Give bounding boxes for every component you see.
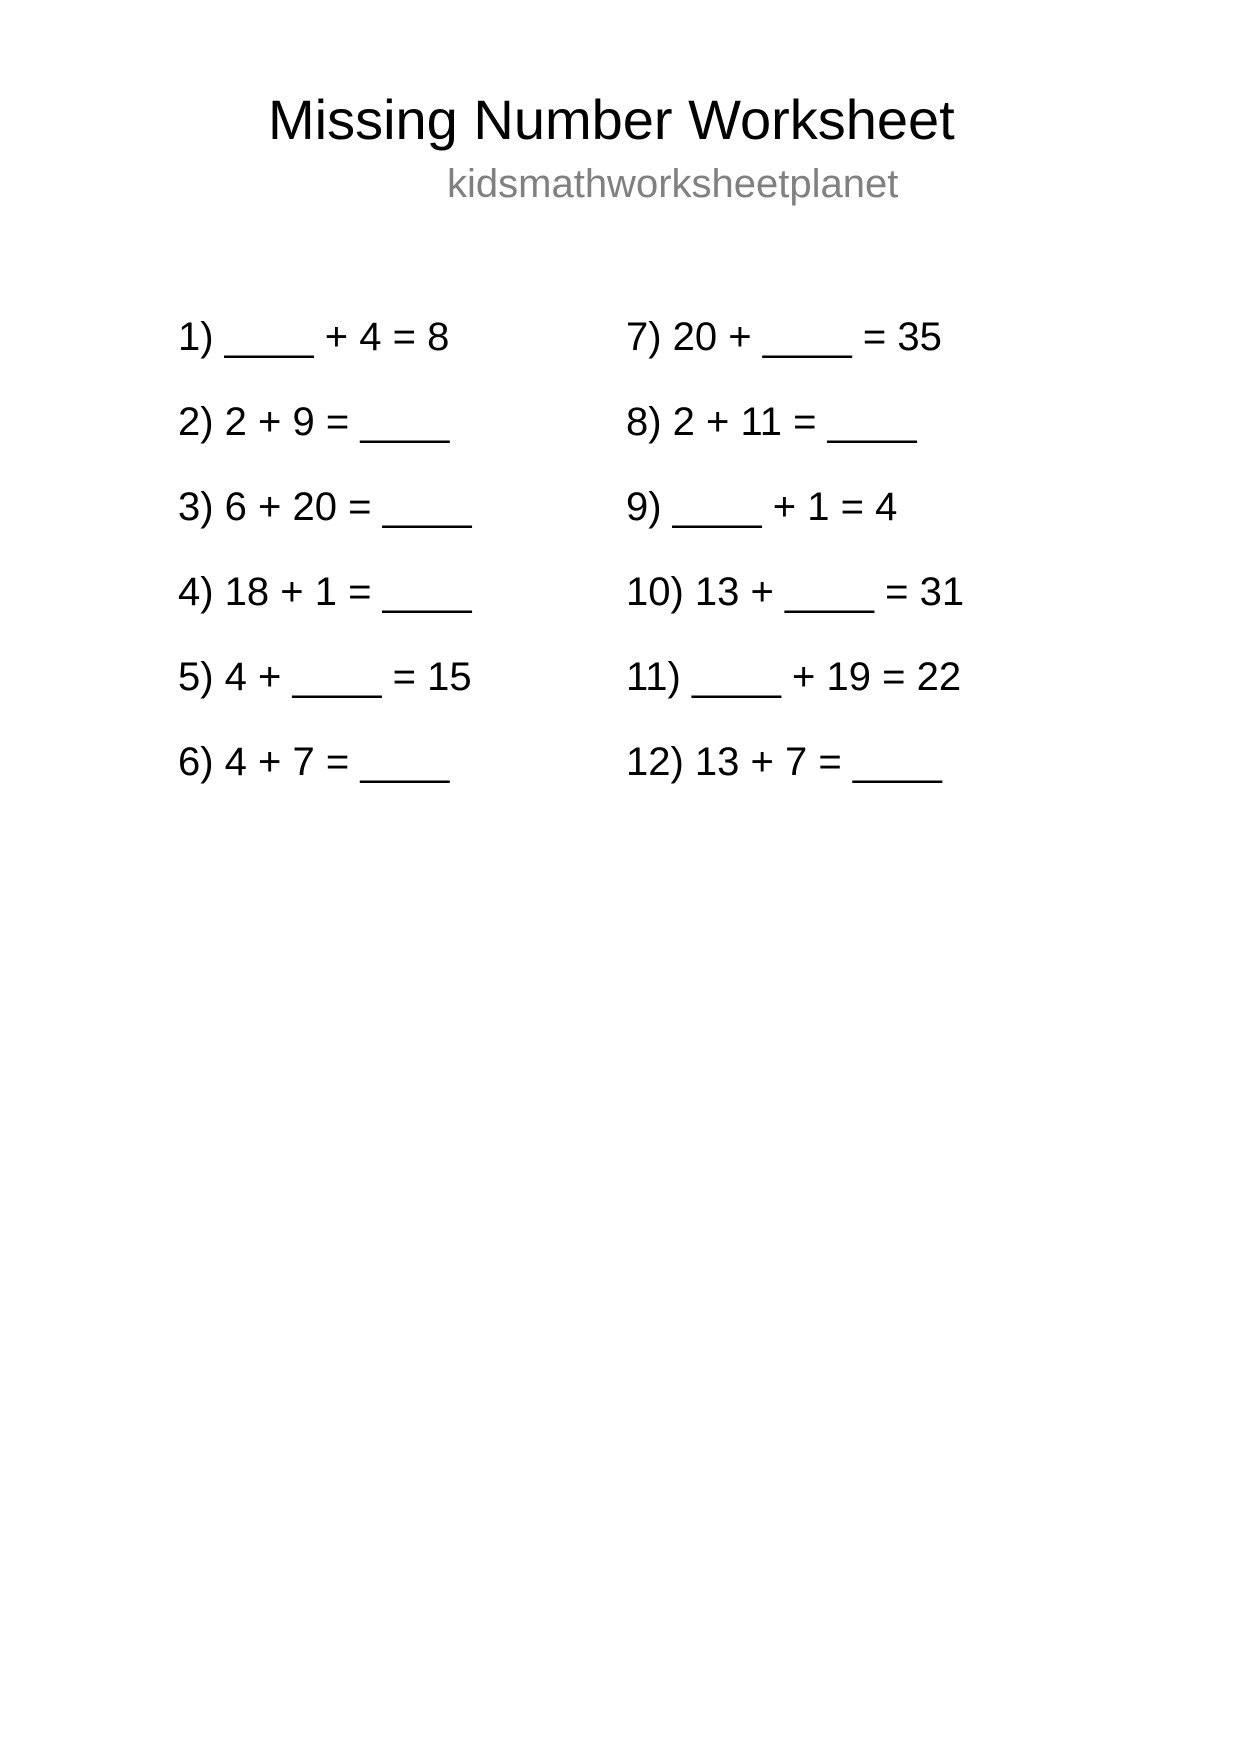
problem-10: 10) 13 + ____ = 31: [626, 570, 965, 614]
problem-9: 9) ____ + 1 = 4: [626, 485, 898, 529]
problem-2: 2) 2 + 9 = ____: [178, 400, 450, 444]
problems-left-column: [178, 312, 472, 822]
worksheet-title: Missing Number Worksheet: [268, 88, 955, 151]
problem-11: 11) ____ + 19 = 22: [626, 655, 962, 699]
problem-8: 8) 2 + 11 = ____: [626, 400, 917, 444]
problem-1: 1) ____ + 4 = 8: [178, 315, 450, 359]
worksheet-subtitle: kidsmathworksheetplanet: [447, 162, 899, 206]
problem-7: 7) 20 + ____ = 35: [626, 315, 942, 359]
problem-4: 4) 18 + 1 = ____: [178, 570, 472, 614]
problem-5: 5) 4 + ____ = 15: [178, 655, 472, 699]
problems-right-column: [626, 312, 964, 822]
problem-6: 6) 4 + 7 = ____: [178, 740, 450, 784]
problem-3: 3) 6 + 20 = ____: [178, 485, 472, 529]
problem-12: 12) 13 + 7 = ____: [626, 740, 942, 784]
